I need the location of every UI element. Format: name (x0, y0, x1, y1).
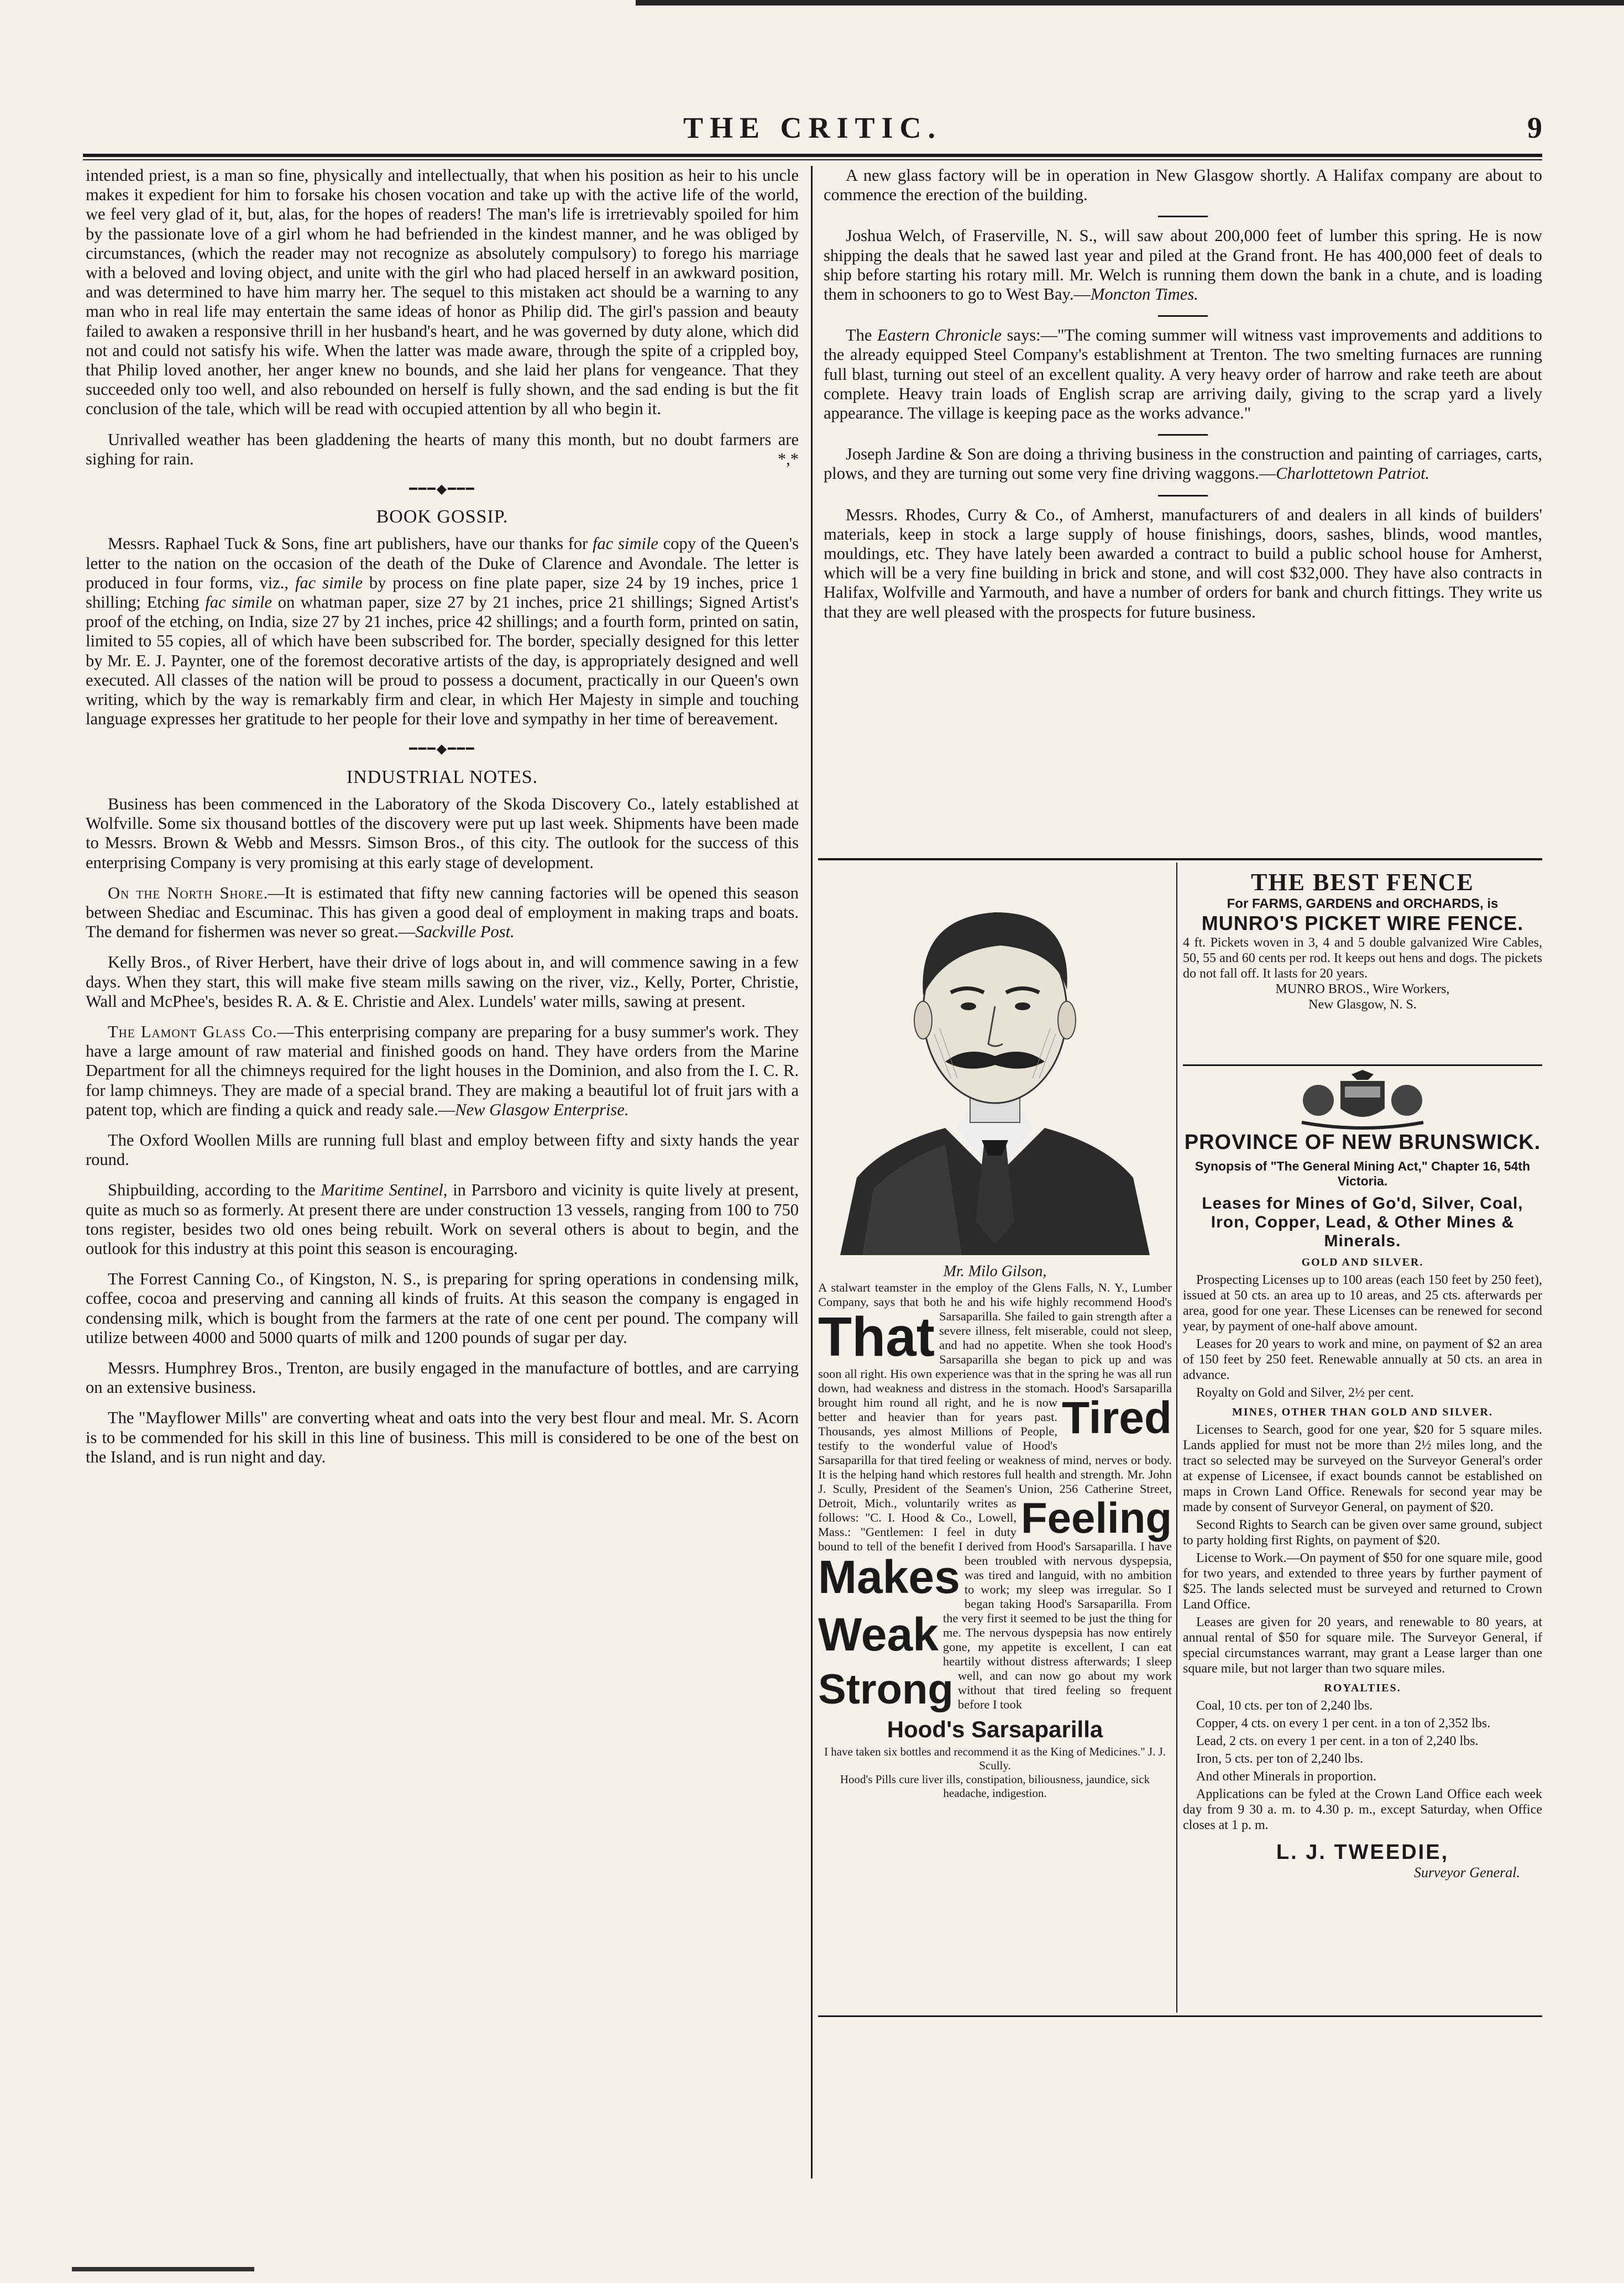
testimonial-signoff: I have taken six bottles and recommend it as the King of Medicines." J. J. Scully. (824, 1745, 1166, 1772)
north-shore-paragraph: On the North Shore.—It is estimated that fifty new canning factories will be opened this season between Shediac and Escuminac. This has given a good deal of employment in making traps and boats. The demand for fishermen was never so great.—Sackville Post. (86, 883, 799, 942)
humphrey-paragraph: Messrs. Humphrey Bros., Trenton, are busily engaged in the manufacture of bottles, and are carrying on an extensive business. (86, 1358, 799, 1397)
book-gossip-paragraph: Messrs. Raphael Tuck & Sons, fine art publishers, have our thanks for fac simile copy of the Queen's letter to the nation on the occasion of the death of the Duke of Clarence and Avondale. The letter is produced in four forms, viz., fac simile by process on fine plate paper, size 24 by 19 inches, price 1 shilling; Etching fac simile on whatman paper, size 27 by 21 inches, price 21 shillings; Signed Artist's proof of the etching, on India, size 27 by 21 inches, price 42 shillings; and a fourth form, printed on satin, limited to 55 copies, all of which have been subscribed for. The border, specially designed for this letter by Mr. E. J. Paynter, one of the foremost decorative artists of the day, is appropriately designed and well executed. All classes of the nation will be proud to possess a document, practically in our Queen's own writing, which by the way is remarkably firm and clear, in which Her Majesty in simple and touching language expresses her gratitude to her people for their love and sympathy in her time of bereavement. (86, 534, 799, 729)
shipbuilding-paragraph: Shipbuilding, according to the Maritime Sentinel, in Parrsboro and vicinity is quite lively at present, quite as much so as formerly. At present there are under construction 13 vessels, ranging from 100 to 750 tons register, besides two old ones being rebuilt. Work on several others is about to begin, and the outlook for this industry at this point this season is encouraging. (86, 1180, 799, 1258)
section-heading-book-gossip: BOOK GOSSIP. (376, 506, 509, 527)
nb-leases-heading: Leases for Mines of Go'd, Silver, Coal, Iron, Copper, Lead, & Other Mines & Minerals. (1202, 1194, 1523, 1250)
section-heading-industrial-notes: INDUSTRIAL NOTES. (346, 766, 538, 787)
ornament-divider: ━━━◆━━━ (409, 482, 475, 497)
masthead-rule (83, 154, 1542, 157)
testimonial-text: A stalwart teamster in the employ of the Glens Falls, N. Y., Lumber Company, says that both he and his wife highly recommend Hood's Sarsaparilla. She That failed to gain strength after a severe illness, felt miserable, could not sleep, and had no appetite. When she took Hood's Sarsaparilla she began to pick up and was soon all right. His own experience was that in the spring he was all run down, had weakness and distress in the stomach. Hood's Sarsaparilla brought him Tired round all right, and he is now better and heavier than for years past. Thousands, yes almost Millions of People, testify to the wonderful value of Hood's Sarsaparilla for that tired feeling or weakness of mind, nerves or body. It is the helping hand which restores full health and strength. Mr. John J. Scully, President of the Seamen's Union, 256 Catherine Street, Detroit, Feeling Mich., voluntarily writes as follows: "C. I. Hood & Co., Lowell, Mass.: "Gentlemen: I feel in duty bound to tell of the benefit I derived from Hood's Makes Sarsaparilla. I have been troubled with nervous dyspepsia, was tired and languid, with no ambition to work; my sleep was irregular. So I began taking Hood's Sarsaparilla. From the very first Weak it seemed to be just the thing for me. The nervous dyspepsia has now entirely gone, my appetite is excellent, I can eat heartily without distress afterwards; I sleep well, Strong and can now go about my work without that tired feeling so frequent before I took (818, 1281, 1172, 1713)
left-column (86, 166, 799, 1478)
signer-name: L. J. TWEEDIE, (1276, 1841, 1449, 1864)
welch-paragraph: Joshua Welch, of Fraserville, N. S., will saw about 200,000 feet of lumber this spring. He is now shipping the deals that he sawed last year and piled at the Grand front. He has 400,000 feet of deals to ship before starting his rotary mill. Mr. Welch is running them down the bank in a chute, and is loading them in schooners to go to West Bay.—Moncton Times. (824, 226, 1542, 304)
glass-factory-paragraph: A new glass factory will be in operation in New Glasgow shortly. A Halifax company are about to commence the erection of the building. (824, 166, 1542, 205)
chronicle-paragraph: The Eastern Chronicle says:—"The coming summer will witness vast improvements and additions to the already equipped Steel Company's establishment at Trenton. The two smelting furnaces are running full blast, turning out steel of an excellent quality. A very heavy order of harrow and rake teeth are about complete. Heavy train loads of English scrap are arriving daily, giving to the scrap yard a lively appearance. The village is keeping pace as the works advance." (824, 326, 1543, 423)
portrait-illustration (818, 868, 1172, 1261)
fence-place: New Glasgow, N. S. (1308, 997, 1417, 1012)
ornament-divider: ━━━◆━━━ (409, 742, 475, 757)
masthead (83, 111, 1542, 149)
fence-ad (1183, 868, 1542, 1012)
page-number: 9 (1527, 111, 1542, 144)
short-rule (1158, 216, 1208, 217)
column-divider (811, 166, 813, 2178)
product-name: Hood's Sarsaparilla (887, 1716, 1103, 1742)
nb-synopsis: Synopsis of "The General Mining Act," Chapter 16, 54th Victoria. (1195, 1159, 1531, 1188)
forrest-paragraph: The Forrest Canning Co., of Kingston, N. S., is preparing for spring operations in condensing milk, coffee, cocoa and preserving and canning all kinds of fruits. At this season the company is engaged in condensing milk, which is bought from the farmers at the rate of one cent per pound. The company will utilize between 4000 and 5000 quarts of milk and 1200 pounds of sugar per day. (86, 1270, 799, 1347)
fence-ad-subtitle: For FARMS, GARDENS and ORCHARDS, is (1227, 896, 1499, 911)
gold-silver-terms: Prospecting Licenses up to 100 areas (each 150 feet by 250 feet), issued at 50 cts. an area up to 10 areas, and 25 cts. afterwards per area, good for one year. These Licenses can be renewed for second year, by payment of one-half above amount. Leases for 20 years to work and mine, on payment of $2 an area of 150 feet by 250 feet. Renewable annually at 50 cts. an area in advance. Royalty on Gold and Silver, 2½ per cent. (1183, 1273, 1542, 1400)
signer-title: Surveyor General. (1413, 1864, 1520, 1880)
nb-ad-title: PROVINCE OF NEW BRUNSWICK. (1184, 1131, 1541, 1154)
portrait-caption: Mr. Milo Gilson, (943, 1263, 1047, 1280)
rhodes-curry-paragraph: Messrs. Rhodes, Curry & Co., of Amherst, manufacturers of and dealers in all kinds of builders' materials, keep in stock a large supply of house finishings, doors, sashes, blinds, wood mantles, mouldings, etc. They have lately been awarded a contract to build a public school house for Amherst, which will be a very fine building in brick and stone, and will cost $32,000. They have also contracts in Halifax, Wolfville and Yarmouth, and have a number of orders for bank and church fittings. They write us that they are well pleased with the prospects for future business. (824, 505, 1542, 621)
lamont-paragraph: The Lamont Glass Co.—This enterprising company are preparing for a busy summer's work. They have a large amount of raw material and finished goods on hand. They have orders from the Marine Department for all the chimneys required for the light houses in the Dominion, and also from the I. C. R. for lamp chimneys. They are made of a special brand. They are making a beautiful lot of fruit jars with a patent top, which are finding a quick and ready sale.—New Glasgow Enterprise. (86, 1022, 799, 1119)
new-brunswick-ad (1183, 1070, 1542, 1881)
headline-word-that: That (818, 1306, 935, 1368)
fence-ad-title: THE BEST FENCE (1251, 869, 1474, 896)
hoods-sarsaparilla-ad (818, 868, 1172, 2013)
short-rule (1158, 434, 1208, 436)
pills-line: Hood's Pills cure liver ills, constipation, biliousness, jaundice, sick headache, indigestion. (840, 1773, 1150, 1800)
fence-ad-body: 4 ft. Pickets woven in 3, 4 and 5 double galvanized Wire Cables, 50, 55 and 60 cents per rod. It keeps out hens and dogs. The pickets do not fall off. It lasts for 20 years. (1183, 936, 1542, 981)
headline-word-weak: Weak (818, 1608, 939, 1660)
scan-edge (636, 0, 1624, 6)
man-portrait-icon (818, 868, 1172, 1261)
coat-of-arms (1183, 1070, 1542, 1131)
oxford-paragraph: The Oxford Woollen Mills are running full blast and employ between fifty and sixty hands the year round. (86, 1130, 799, 1169)
other-mines-terms: Licenses to Search, good for one year, $20 for 5 square miles. Lands applied for must not be more than 2½ miles long, and the tract so selected may be surveyed on the Surveyor General's order at expense of Licensee, if exact bounds cannot be established on maps in Crown Land Office. Renewals for second year may be made by consent of Surveyor General, on payment of $20. Second Rights to Search can be given over same ground, subject to party holding first Rights, on payment of $20. License to Work.—On payment of $50 for one square mile, good for two years, and extended to three years by further payment of $25. The lands selected must be surveyed and returned to Crown Land Office. Leases are given for 20 years, and renewable to 80 years, at annual rental of $50 for square mile. The Surveyor General, if special circumstances warrant, may grant a Lease larger than one square mile, but not larger than two square miles. (1183, 1423, 1542, 1676)
ads-bottom-rule (818, 2015, 1542, 2017)
mayflower-paragraph: The "Mayflower Mills" are converting wheat and oats into the very best flour and meal. Mr. S. Acorn is to be commended for his skill in this line of business. This mill is considered to be one of the best on the Island, and is run night and day. (86, 1408, 799, 1466)
other-mines-heading: MINES, OTHER THAN GOLD AND SILVER. (1232, 1406, 1493, 1418)
gold-silver-heading: GOLD AND SILVER. (1301, 1256, 1424, 1268)
kelly-paragraph: Kelly Bros., of River Herbert, have their drive of logs about in, and will commence sawing in a few days. When they start, this will make five steam mills sawing on the river, viz., Kelly, Porter, Christie, Wall and McPhee's, besides R. A. & E. Christie and Alex. Lundels' water mills, sawing at present. (86, 953, 799, 1011)
weather-paragraph: Unrivalled weather has been gladdening the hearts of many this month, but no doubt farmers are sighing for rain. *,* (86, 430, 799, 468)
ads-top-rule (818, 858, 1542, 860)
headline-word-makes: Makes (818, 1551, 960, 1603)
right-column (824, 166, 1542, 633)
royalties-list: Coal, 10 cts. per ton of 2,240 lbs. Copper, 4 cts. on every 1 per cent. in a ton of 2,352 lbs. Lead, 2 cts. on every 1 per cent. in a ton of 2,240 lbs. Iron, 5 cts. per ton of 2,240 lbs. And other Minerals in proportion. Applications can be fyled at the Crown Land Office each week day from 9 30 a. m. to 4.30 p. m., except Saturday, when Office closes at 1 p. m. (1183, 1699, 1542, 1832)
asterism: *,* (777, 449, 799, 468)
jardine-paragraph: Joseph Jardine & Son are doing a thriving business in the construction and painting of carriages, carts, plows, and they are turning out some very fine driving waggons.—Charlottetown Patriot. (824, 445, 1542, 483)
ad-separator (1183, 1064, 1542, 1066)
headline-word-feeling: Feeling (1020, 1493, 1172, 1542)
fence-product-name: MUNRO'S PICKET WIRE FENCE. (1201, 912, 1524, 934)
ads-divider (1176, 863, 1177, 2013)
page-title: THE CRITIC. (683, 111, 942, 144)
fence-maker: MUNRO BROS., Wire Workers, (1275, 982, 1450, 996)
short-rule (1158, 315, 1208, 317)
skoda-paragraph: Business has been commenced in the Laboratory of the Skoda Discovery Co., lately established at Wolfville. Some six thousand bottles of the discovery were put up last week. Shipments have been made to Messrs. Brown & Webb and Messrs. Simson Bros., of this city. The outlook for the success of this enterprising Company is very promising at this early stage of development. (86, 794, 799, 872)
coat-of-arms-icon (1280, 1070, 1445, 1131)
headline-word-strong: Strong (818, 1666, 954, 1713)
headline-word-tired: Tired (1062, 1393, 1172, 1443)
short-rule (1158, 495, 1208, 497)
review-paragraph: intended priest, is a man so fine, physically and intellectually, that when his position as heir to his uncle makes it expedient for him to forsake his chosen vocation and take up with the active life of the world, we feel very glad of it, but, alas, for the hopes of readers! The man's life is irretrievably spoiled for him by the passionate love of a girl whom he had befriended in the kindest manner, and he was obliged by circumstances, (which the reader may not recognize as absolutely compulsory) to forego his marriage with a beloved and loving object, and unite with the girl who had placed herself in an awkward position, and was determined to have him marry her. The sequel to this mistaken act should be a warning to any man who in real life may entertain the same ideas of honor as Philip did. The girl's passion and beauty failed to awaken a responsive thrill in her husband's heart, and he was governed by duty alone, which did not and could not satisfy his wife. When the latter was made aware, through the spite of a crippled boy, that Philip loved another, her anger knew no bounds, and she laid her plans for vengeance. That they succeeded only too well, and also rebounded on herself is fully shown, and the sad ending is but the fit conclusion of the tale, which will be read with occupied attention by all who begin it. (86, 166, 799, 419)
royalties-heading: ROYALTIES. (1324, 1682, 1401, 1694)
scan-edge-bottom (72, 2267, 254, 2271)
masthead-rule-thin (83, 159, 1542, 160)
